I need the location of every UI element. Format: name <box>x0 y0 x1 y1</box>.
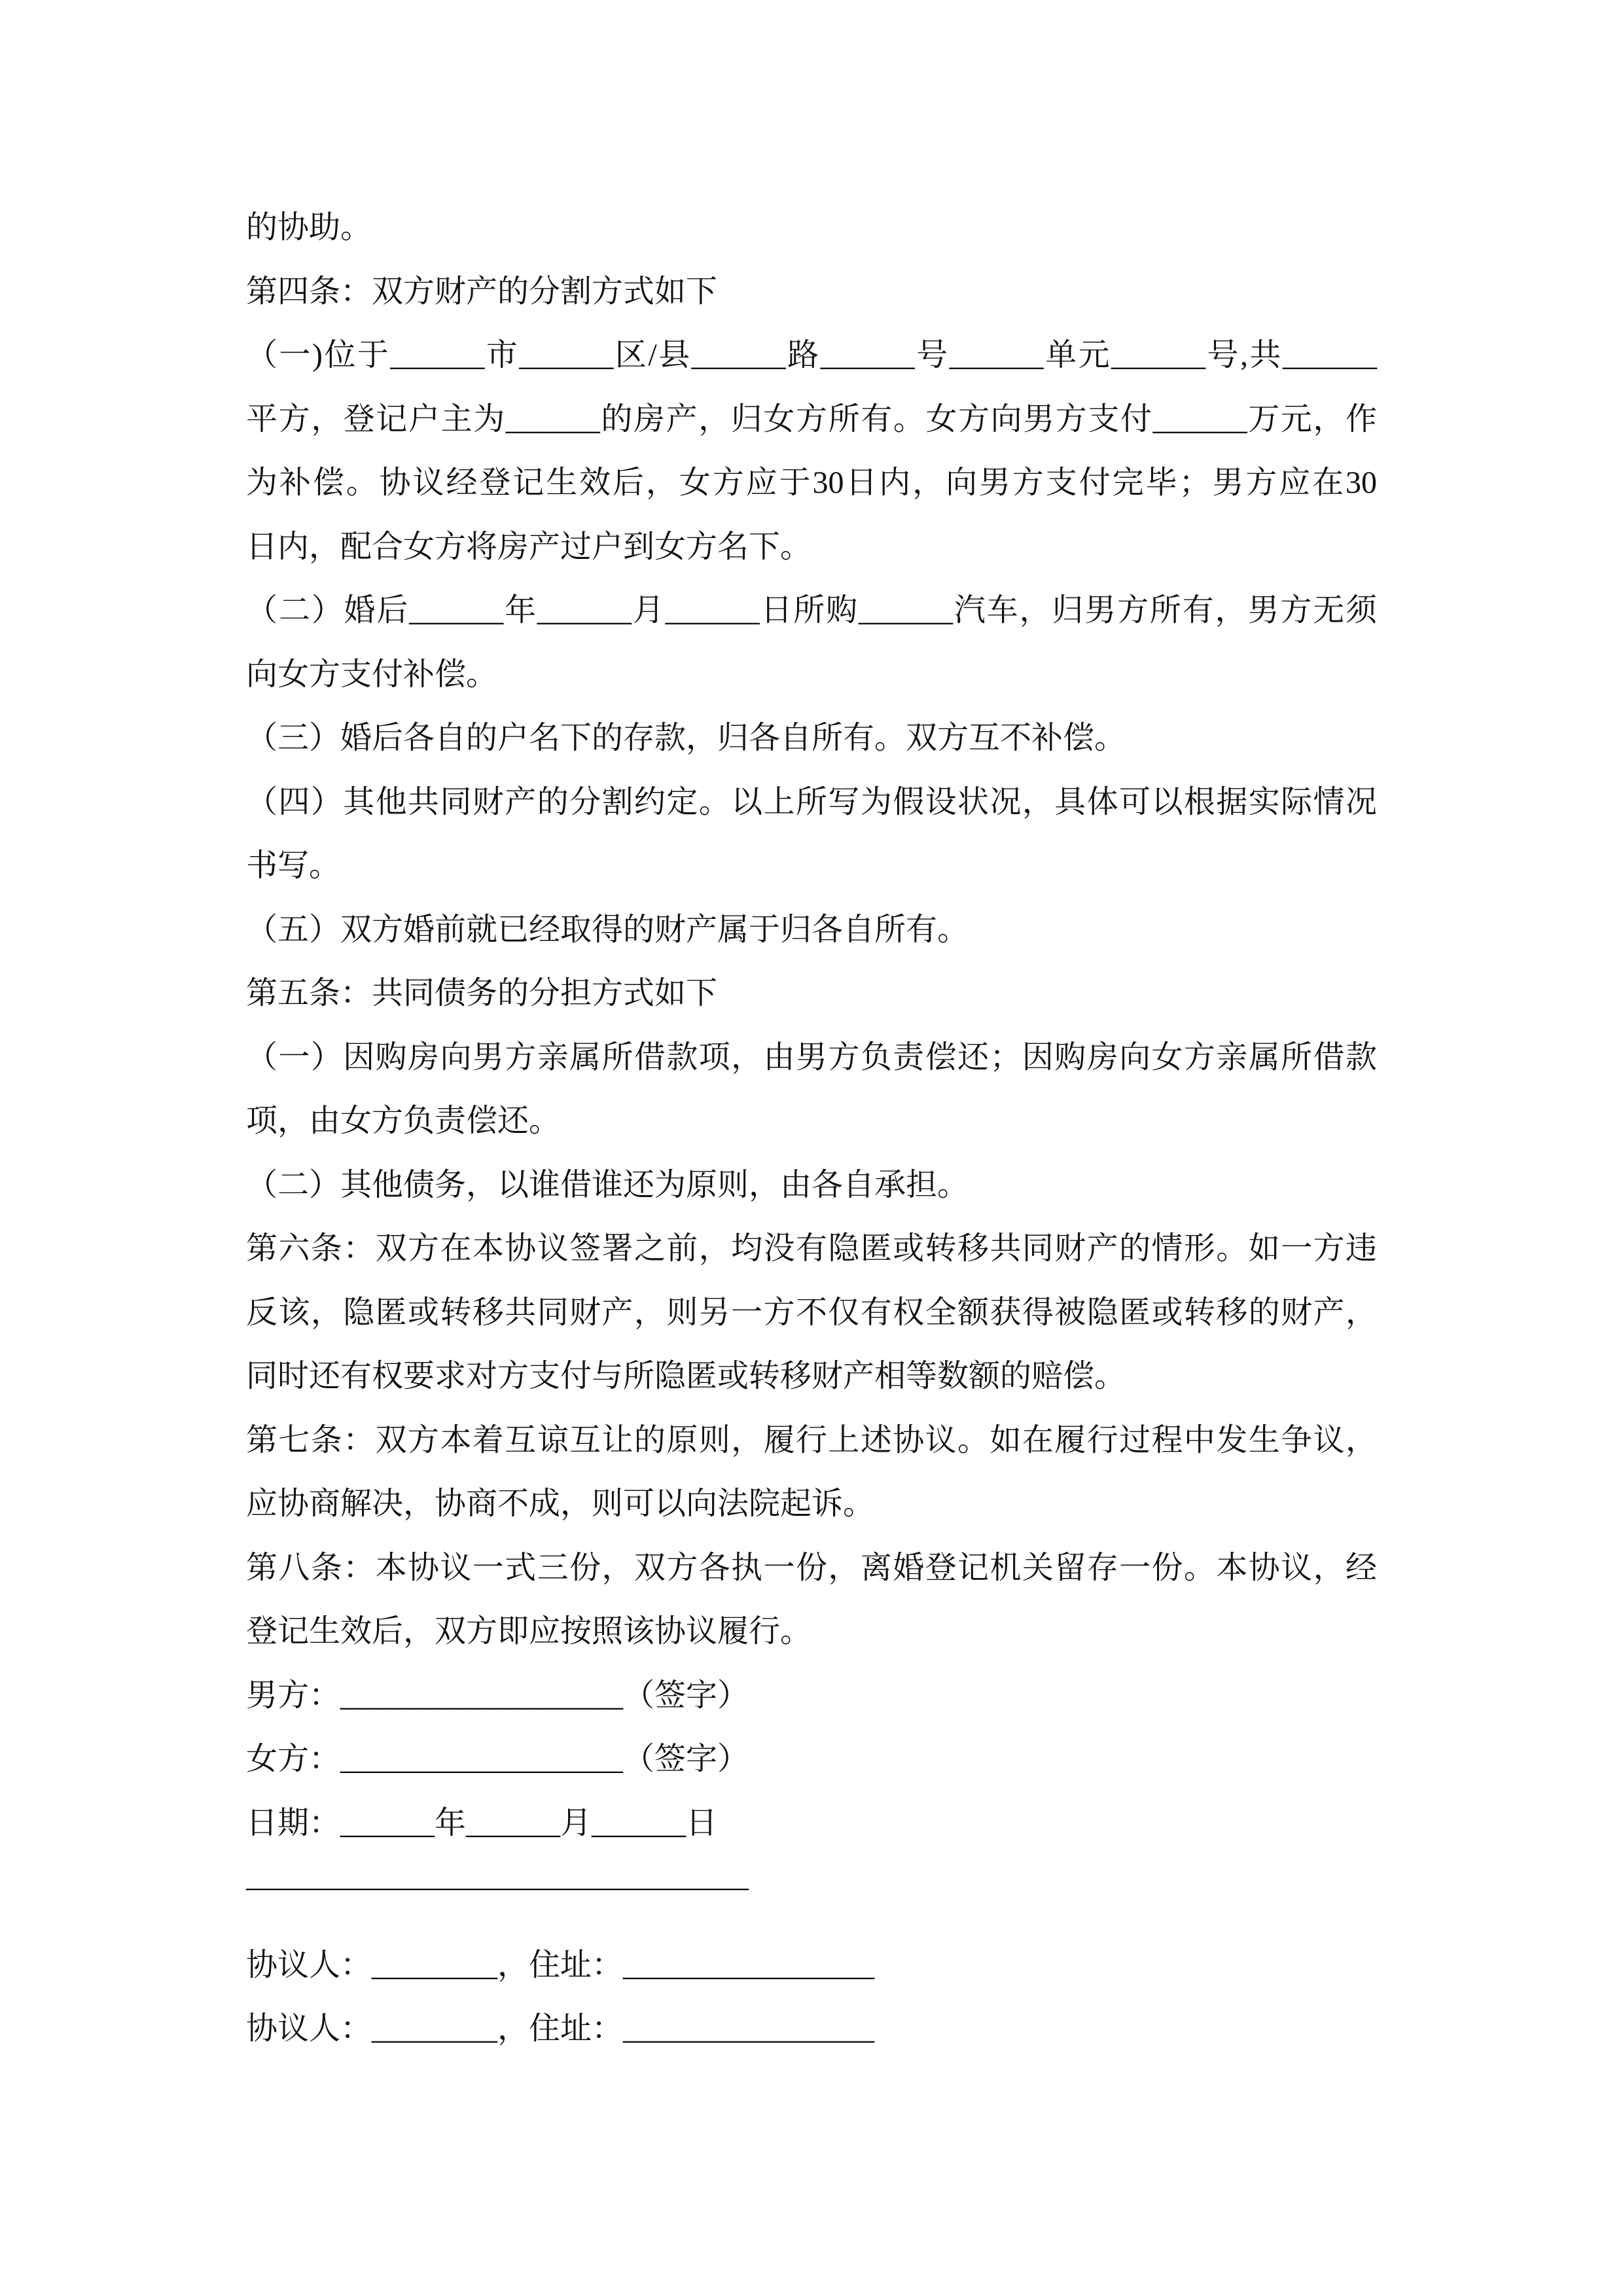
text-line: 反该，隐匿或转移共同财产，则另一方不仅有权全额获得被隐匿或转移的财产， <box>246 1295 1377 1330</box>
text-line: （一)位于______市______区/县______路______号______单元______号,共______ <box>246 338 1377 372</box>
text-line: 女方：__________________（签字） <box>246 1742 749 1776</box>
text-line: 向女方支付补偿。 <box>246 656 498 692</box>
text-line: 日内，配合女方将房产过户到女方名下。 <box>246 529 812 564</box>
text-line: 为补偿。协议经登记生效后，女方应于30日内，向男方支付完毕；男方应在30 <box>246 465 1377 500</box>
text-line: 第八条：本协议一式三份，双方各执一份，离婚登记机关留存一份。本协议，经 <box>246 1550 1377 1585</box>
text-line: 平方，登记户主为______的房产，归女方所有。女方向男方支付______万元，作 <box>246 401 1377 437</box>
document-page <box>246 208 1377 2073</box>
text-line: 日期：______年______月______日 <box>246 1805 718 1840</box>
text-line: 的协助。 <box>246 210 372 245</box>
text-line: 项，由女方负责偿还。 <box>246 1103 561 1138</box>
text-line: （四）其他共同财产的分割约定。以上所写为假设状况，具体可以根据实际情况 <box>246 784 1377 819</box>
text-line: 协议人：________，住址：________________ <box>246 1947 875 1982</box>
text-line: （五）双方婚前就已经取得的财产属于归各自所有。 <box>246 912 969 947</box>
text-line: 应协商解决，协商不成，则可以向法院起诉。 <box>246 1486 875 1521</box>
text-line: 登记生效后，双方即应按照该协议履行。 <box>246 1614 812 1649</box>
text-line: 男方：__________________（签字） <box>246 1677 749 1713</box>
separator-line: ———————————————— <box>246 1869 749 1904</box>
text-line: （二）婚后______年______月______日所购______汽车，归男方所有，男方无须 <box>246 593 1377 628</box>
text-line: 第四条：双方财产的分割方式如下 <box>246 274 718 309</box>
text-line: （一）因购房向男方亲属所借款项，由男方负责偿还；因购房向女方亲属所借款 <box>246 1039 1377 1075</box>
text-line: 第七条：双方本着互谅互让的原则，履行上述协议。如在履行过程中发生争议， <box>246 1422 1377 1458</box>
text-line: （二）其他债务，以谁借谁还为原则，由各自承担。 <box>246 1167 969 1202</box>
text-line: 同时还有权要求对方支付与所隐匿或转移财产相等数额的赔偿。 <box>246 1359 1126 1393</box>
spacer <box>246 1931 1377 1946</box>
text-line: （三）婚后各自的户名下的存款，归各自所有。双方互不补偿。 <box>246 721 1126 755</box>
text-line: 第六条：双方在本协议签署之前，均没有隐匿或转移共同财产的情形。如一方违 <box>246 1231 1377 1266</box>
text-line: 第五条：共同债务的分担方式如下 <box>246 976 718 1011</box>
text-line: 书写。 <box>246 848 341 883</box>
text-line: 协议人：________，住址：________________ <box>246 2011 875 2046</box>
